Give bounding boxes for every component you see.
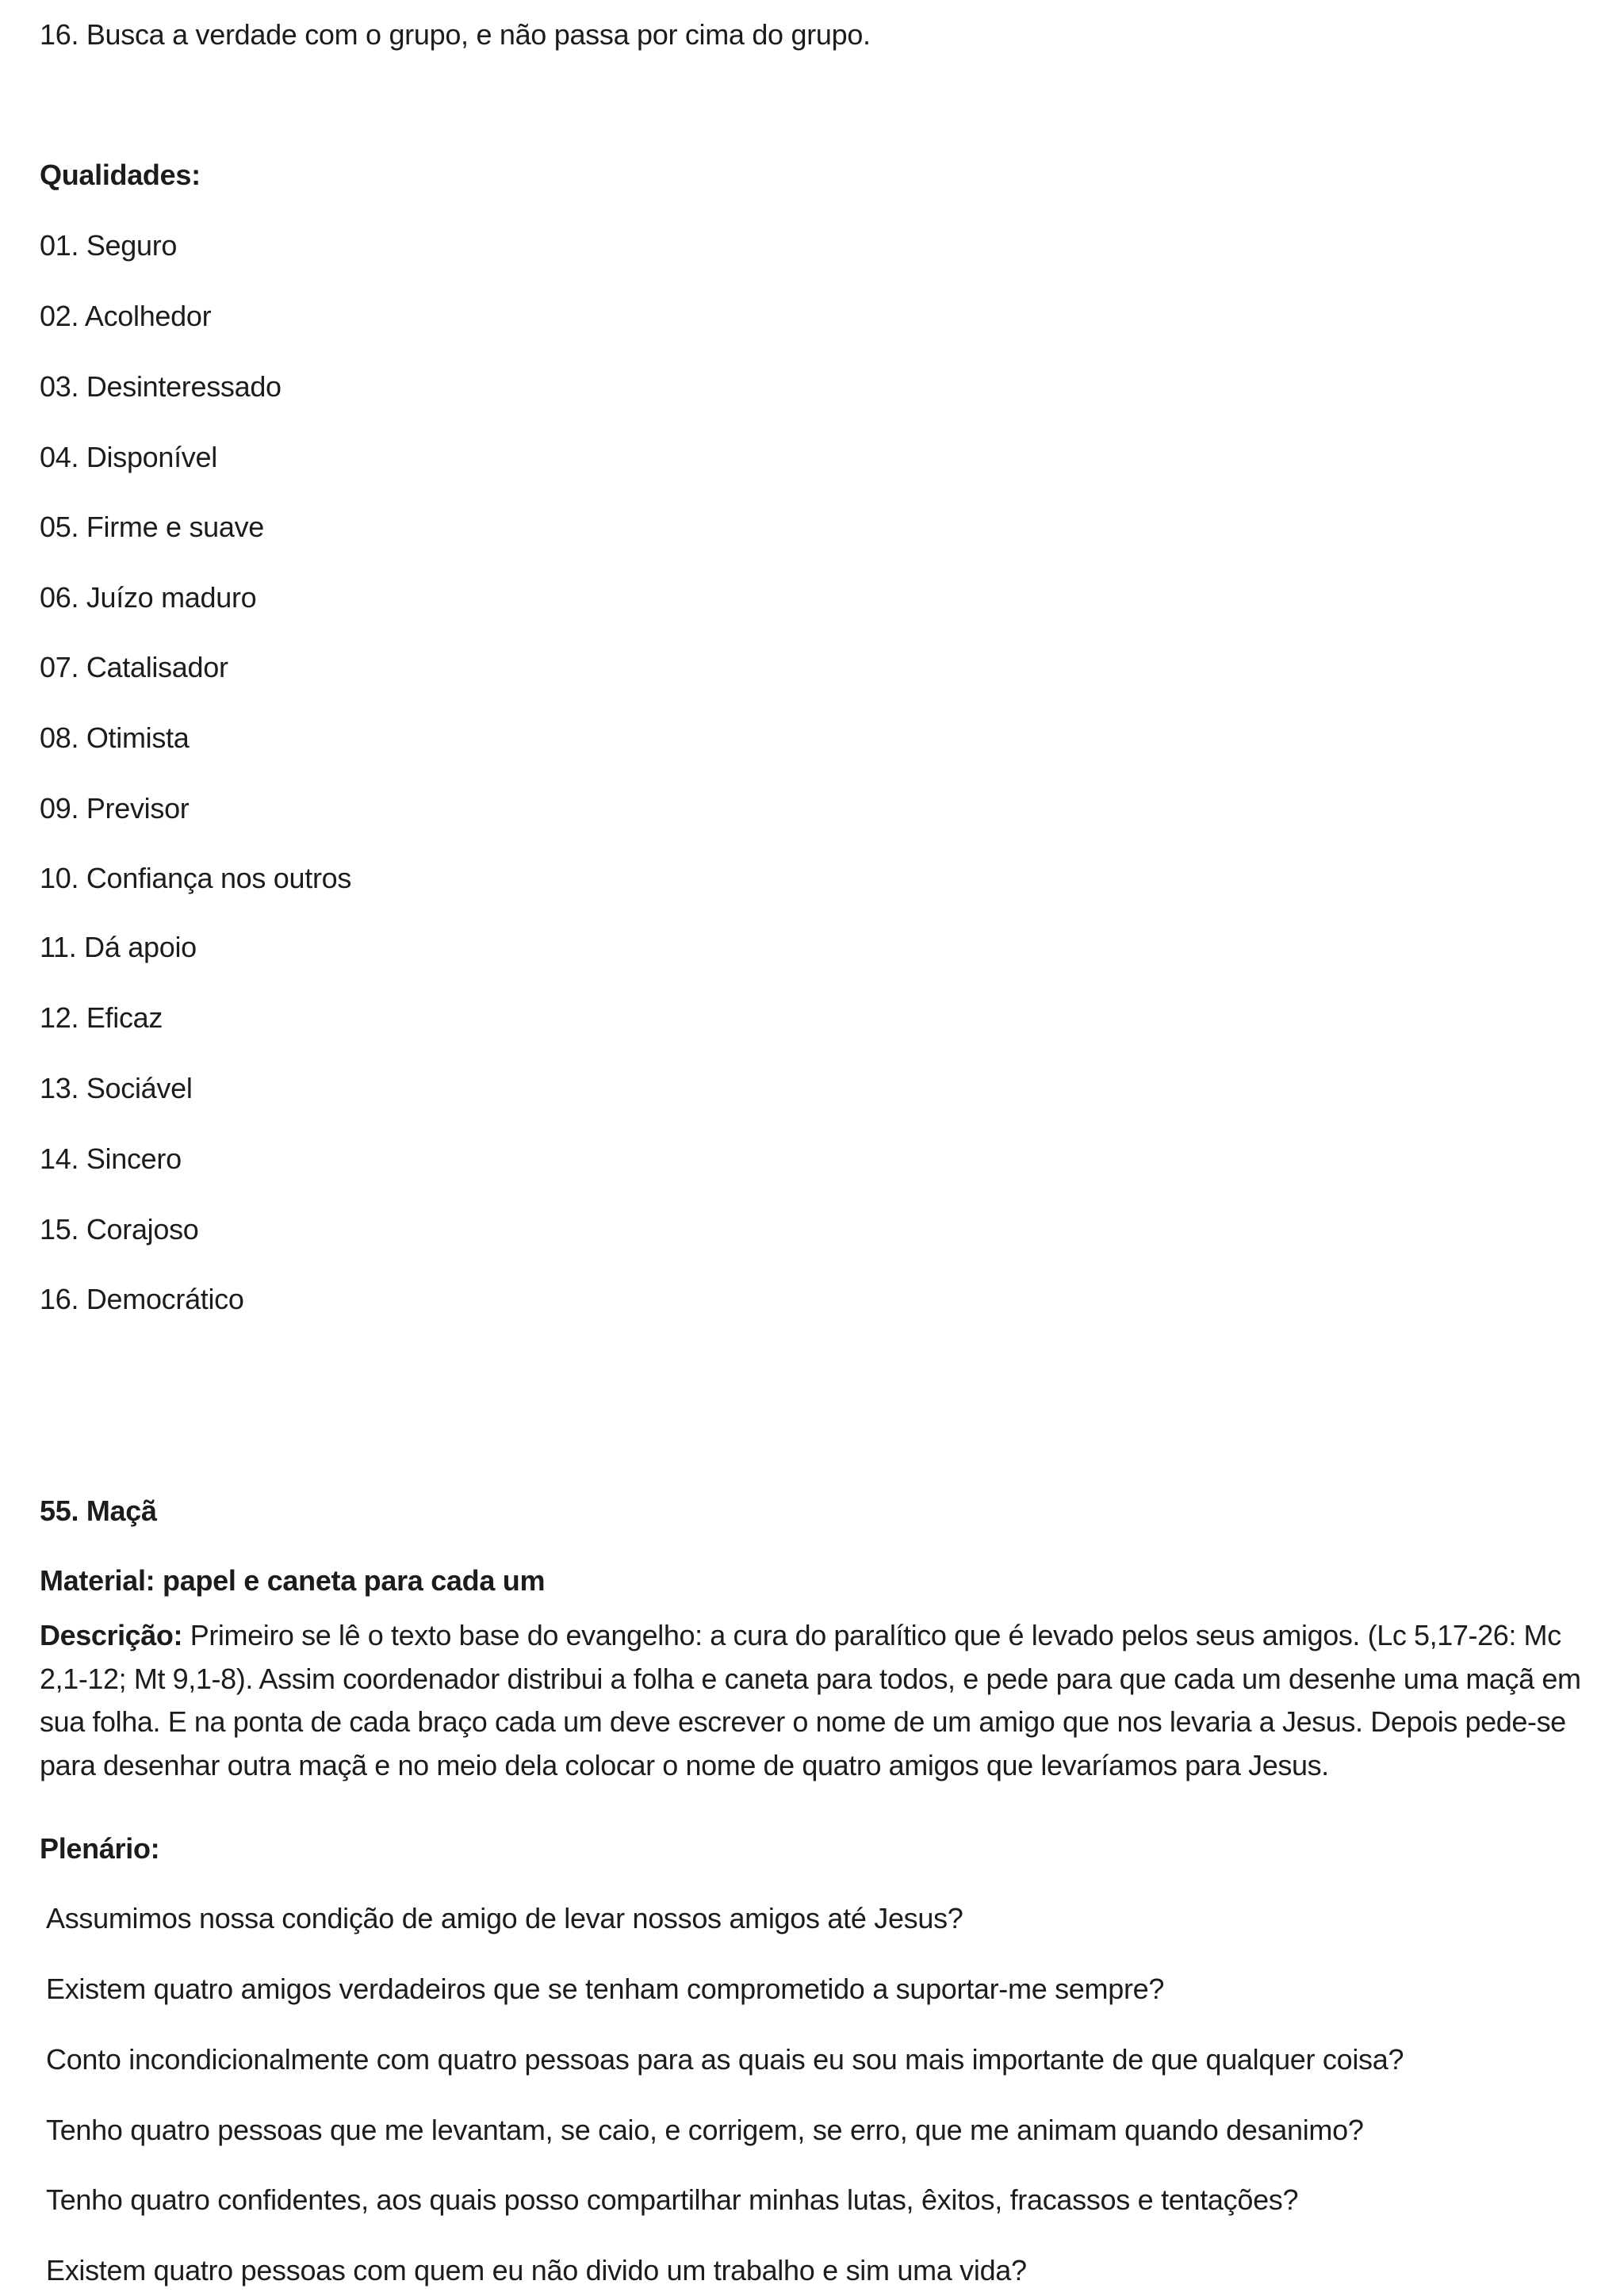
list-item: 11. Dá apoio: [40, 931, 197, 963]
question-item: Conto incondicionalmente com quatro pessoas para as quais eu sou mais importante de que qualquer coisa?: [46, 2043, 1404, 2076]
question-item: Existem quatro pessoas com quem eu não divido um trabalho e sim uma vida?: [46, 2254, 1027, 2286]
question-item: Assumimos nossa condição de amigo de levar nossos amigos até Jesus?: [46, 1902, 963, 1934]
list-item: 03. Desinteressado: [40, 370, 282, 403]
list-item: 06. Juízo maduro: [40, 581, 257, 614]
section-title: 55. Maçã: [40, 1494, 157, 1527]
question-item: Tenho quatro pessoas que me levantam, se caio, e corrigem, se erro, que me animam quando desanimo?: [46, 2114, 1364, 2146]
list-item: 07. Catalisador: [40, 651, 228, 683]
list-item: 02. Acolhedor: [40, 300, 212, 332]
list-item: 15. Corajoso: [40, 1213, 199, 1246]
list-item: 14. Sincero: [40, 1142, 182, 1175]
descricao-text: Primeiro se lê o texto base do evangelho: a cura do paralítico que é levado pelos seus amigos. (Lc 5,17-26: Mc 2,1-12; Mt 9,1-8). Assim coordenador distribui a folha e caneta para todos, e pede para que cada um desenhe uma maçã em sua folha. E na ponta de cada braço cada um deve escrever o nome de um amigo que nos levaria a Jesus. Depois pede-se para desenhar outra maçã e no meio dela colocar o nome de quatro amigos que levaríamos para Jesus.: [40, 1619, 1581, 1781]
list-item: 12. Eficaz: [40, 1001, 163, 1034]
top-list-item: 16. Busca a verdade com o grupo, e não passa por cima do grupo.: [40, 18, 871, 51]
descricao-paragraph: [40, 1614, 1594, 1787]
list-item: 08. Otimista: [40, 721, 190, 754]
descricao-label: Descrição:: [40, 1619, 183, 1651]
list-item: 16. Democrático: [40, 1283, 244, 1315]
list-item: 05. Firme e suave: [40, 511, 265, 543]
list-item: 04. Disponível: [40, 441, 217, 473]
material-line: Material: papel e caneta para cada um: [40, 1564, 546, 1597]
qualidades-heading: Qualidades:: [40, 159, 201, 191]
list-item: 09. Previsor: [40, 792, 190, 825]
list-item: 10. Confiança nos outros: [40, 862, 352, 894]
question-item: Existem quatro amigos verdadeiros que se tenham comprometido a suportar-me sempre?: [46, 1973, 1165, 2005]
list-item: 13. Sociável: [40, 1072, 193, 1104]
question-item: Tenho quatro confidentes, aos quais posso compartilhar minhas lutas, êxitos, fracassos e tentações?: [46, 2183, 1299, 2216]
list-item: 01. Seguro: [40, 229, 178, 262]
plenario-heading: Plenário:: [40, 1832, 160, 1865]
